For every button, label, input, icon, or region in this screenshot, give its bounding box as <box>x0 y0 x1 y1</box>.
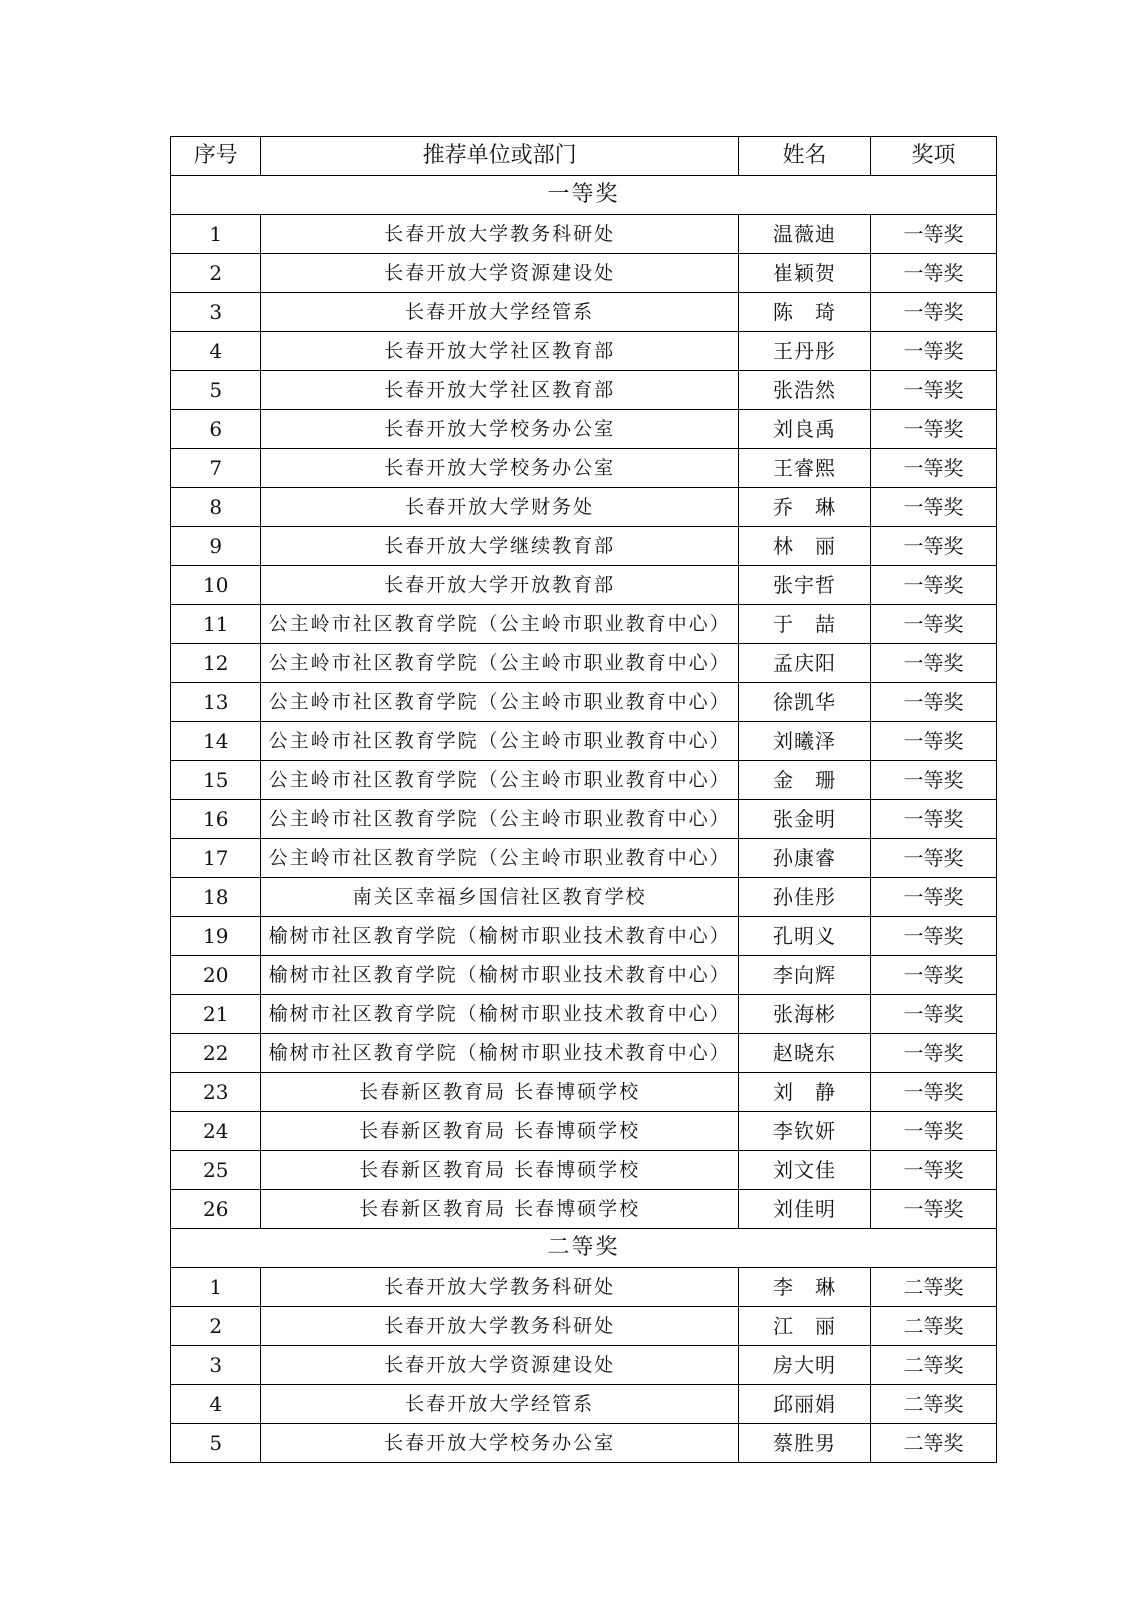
cell-name: 张海彬 <box>738 995 870 1034</box>
cell-no: 1 <box>171 1268 261 1307</box>
cell-award: 一等奖 <box>871 605 997 644</box>
header-name: 姓名 <box>738 137 870 176</box>
table-row <box>171 527 997 566</box>
cell-award: 一等奖 <box>871 1112 997 1151</box>
cell-unit: 长春开放大学教务科研处 <box>261 1307 739 1346</box>
cell-name: 李向辉 <box>738 956 870 995</box>
cell-name: 刘文佳 <box>738 1151 870 1190</box>
header-no: 序号 <box>171 137 261 176</box>
cell-unit: 公主岭市社区教育学院（公主岭市职业教育中心） <box>261 605 739 644</box>
cell-award: 一等奖 <box>871 683 997 722</box>
table-row <box>171 722 997 761</box>
cell-unit: 长春开放大学教务科研处 <box>261 1268 739 1307</box>
table-row <box>171 605 997 644</box>
header-award: 奖项 <box>871 137 997 176</box>
cell-award: 一等奖 <box>871 800 997 839</box>
cell-unit: 公主岭市社区教育学院（公主岭市职业教育中心） <box>261 644 739 683</box>
cell-unit: 榆树市社区教育学院（榆树市职业技术教育中心） <box>261 917 739 956</box>
cell-name: 金 珊 <box>738 761 870 800</box>
table-row <box>171 1424 997 1463</box>
cell-no: 13 <box>171 683 261 722</box>
cell-unit: 公主岭市社区教育学院（公主岭市职业教育中心） <box>261 800 739 839</box>
cell-no: 20 <box>171 956 261 995</box>
cell-name: 邱丽娟 <box>738 1385 870 1424</box>
cell-unit: 长春开放大学社区教育部 <box>261 371 739 410</box>
cell-no: 15 <box>171 761 261 800</box>
cell-name: 温薇迪 <box>738 215 870 254</box>
cell-name: 孙康睿 <box>738 839 870 878</box>
cell-no: 7 <box>171 449 261 488</box>
cell-unit: 长春开放大学财务处 <box>261 488 739 527</box>
table-row <box>171 839 997 878</box>
cell-no: 18 <box>171 878 261 917</box>
cell-award: 一等奖 <box>871 566 997 605</box>
cell-name: 房大明 <box>738 1346 870 1385</box>
cell-no: 4 <box>171 332 261 371</box>
cell-no: 11 <box>171 605 261 644</box>
section-row <box>171 176 997 215</box>
cell-no: 4 <box>171 1385 261 1424</box>
cell-award: 一等奖 <box>871 215 997 254</box>
cell-no: 9 <box>171 527 261 566</box>
cell-name: 张金明 <box>738 800 870 839</box>
cell-award: 二等奖 <box>871 1268 997 1307</box>
cell-no: 17 <box>171 839 261 878</box>
cell-award: 一等奖 <box>871 644 997 683</box>
cell-name: 孔明义 <box>738 917 870 956</box>
cell-no: 16 <box>171 800 261 839</box>
cell-name: 张宇哲 <box>738 566 870 605</box>
cell-award: 一等奖 <box>871 488 997 527</box>
cell-name: 蔡胜男 <box>738 1424 870 1463</box>
cell-award: 二等奖 <box>871 1385 997 1424</box>
cell-no: 1 <box>171 215 261 254</box>
cell-award: 一等奖 <box>871 254 997 293</box>
cell-unit: 长春新区教育局 长春博硕学校 <box>261 1073 739 1112</box>
table-row <box>171 293 997 332</box>
table-row <box>171 332 997 371</box>
award-table <box>170 136 997 1463</box>
cell-unit: 长春开放大学继续教育部 <box>261 527 739 566</box>
table-row <box>171 215 997 254</box>
table-row <box>171 1034 997 1073</box>
table-row <box>171 488 997 527</box>
table-row <box>171 995 997 1034</box>
cell-unit: 长春开放大学校务办公室 <box>261 1424 739 1463</box>
table-row <box>171 1385 997 1424</box>
table-row <box>171 254 997 293</box>
cell-award: 一等奖 <box>871 410 997 449</box>
section-title: 二等奖 <box>171 1229 997 1268</box>
cell-no: 2 <box>171 254 261 293</box>
cell-name: 崔颖贺 <box>738 254 870 293</box>
table-row <box>171 878 997 917</box>
header-unit: 推荐单位或部门 <box>261 137 739 176</box>
cell-no: 5 <box>171 371 261 410</box>
table-row <box>171 1151 997 1190</box>
cell-name: 刘 静 <box>738 1073 870 1112</box>
cell-no: 10 <box>171 566 261 605</box>
cell-no: 23 <box>171 1073 261 1112</box>
table-row <box>171 1307 997 1346</box>
cell-unit: 长春新区教育局 长春博硕学校 <box>261 1151 739 1190</box>
cell-unit: 长春开放大学开放教育部 <box>261 566 739 605</box>
cell-no: 8 <box>171 488 261 527</box>
table-row <box>171 917 997 956</box>
cell-award: 一等奖 <box>871 293 997 332</box>
cell-award: 一等奖 <box>871 839 997 878</box>
cell-name: 李钦妍 <box>738 1112 870 1151</box>
table-row <box>171 644 997 683</box>
table-row <box>171 1073 997 1112</box>
table-row <box>171 410 997 449</box>
table-row <box>171 449 997 488</box>
cell-no: 3 <box>171 293 261 332</box>
cell-name: 王丹彤 <box>738 332 870 371</box>
cell-no: 26 <box>171 1190 261 1229</box>
cell-award: 一等奖 <box>871 332 997 371</box>
cell-award: 一等奖 <box>871 1151 997 1190</box>
cell-unit: 长春新区教育局 长春博硕学校 <box>261 1190 739 1229</box>
cell-unit: 公主岭市社区教育学院（公主岭市职业教育中心） <box>261 683 739 722</box>
cell-name: 张浩然 <box>738 371 870 410</box>
table-row <box>171 1346 997 1385</box>
cell-award: 一等奖 <box>871 761 997 800</box>
table-body <box>171 176 997 1463</box>
cell-no: 3 <box>171 1346 261 1385</box>
table-row <box>171 800 997 839</box>
cell-unit: 长春开放大学经管系 <box>261 1385 739 1424</box>
cell-award: 二等奖 <box>871 1346 997 1385</box>
cell-award: 一等奖 <box>871 1190 997 1229</box>
cell-unit: 长春开放大学校务办公室 <box>261 449 739 488</box>
cell-name: 赵晓东 <box>738 1034 870 1073</box>
cell-unit: 公主岭市社区教育学院（公主岭市职业教育中心） <box>261 722 739 761</box>
table-row <box>171 566 997 605</box>
cell-name: 于 喆 <box>738 605 870 644</box>
cell-name: 江 丽 <box>738 1307 870 1346</box>
cell-name: 刘佳明 <box>738 1190 870 1229</box>
cell-name: 刘曦泽 <box>738 722 870 761</box>
table-row <box>171 761 997 800</box>
cell-award: 一等奖 <box>871 956 997 995</box>
cell-unit: 公主岭市社区教育学院（公主岭市职业教育中心） <box>261 761 739 800</box>
cell-award: 一等奖 <box>871 527 997 566</box>
cell-unit: 长春新区教育局 长春博硕学校 <box>261 1112 739 1151</box>
table-row <box>171 956 997 995</box>
cell-unit: 长春开放大学社区教育部 <box>261 332 739 371</box>
cell-no: 2 <box>171 1307 261 1346</box>
cell-no: 22 <box>171 1034 261 1073</box>
cell-name: 林 丽 <box>738 527 870 566</box>
cell-unit: 长春开放大学资源建设处 <box>261 1346 739 1385</box>
cell-unit: 长春开放大学经管系 <box>261 293 739 332</box>
cell-award: 一等奖 <box>871 371 997 410</box>
table-row <box>171 1268 997 1307</box>
cell-award: 二等奖 <box>871 1424 997 1463</box>
cell-no: 25 <box>171 1151 261 1190</box>
table-row <box>171 683 997 722</box>
cell-award: 一等奖 <box>871 449 997 488</box>
cell-unit: 公主岭市社区教育学院（公主岭市职业教育中心） <box>261 839 739 878</box>
table-row <box>171 371 997 410</box>
cell-name: 陈 琦 <box>738 293 870 332</box>
cell-name: 王睿熙 <box>738 449 870 488</box>
cell-unit: 榆树市社区教育学院（榆树市职业技术教育中心） <box>261 995 739 1034</box>
cell-unit: 长春开放大学校务办公室 <box>261 410 739 449</box>
cell-no: 6 <box>171 410 261 449</box>
cell-no: 14 <box>171 722 261 761</box>
cell-award: 一等奖 <box>871 722 997 761</box>
table-row <box>171 1112 997 1151</box>
cell-award: 一等奖 <box>871 995 997 1034</box>
cell-no: 12 <box>171 644 261 683</box>
cell-unit: 南关区幸福乡国信社区教育学校 <box>261 878 739 917</box>
cell-name: 乔 琳 <box>738 488 870 527</box>
cell-no: 5 <box>171 1424 261 1463</box>
cell-name: 孟庆阳 <box>738 644 870 683</box>
cell-award: 一等奖 <box>871 1073 997 1112</box>
cell-name: 孙佳彤 <box>738 878 870 917</box>
cell-unit: 长春开放大学教务科研处 <box>261 215 739 254</box>
cell-award: 一等奖 <box>871 1034 997 1073</box>
cell-unit: 榆树市社区教育学院（榆树市职业技术教育中心） <box>261 1034 739 1073</box>
table-row <box>171 1190 997 1229</box>
section-row <box>171 1229 997 1268</box>
cell-unit: 长春开放大学资源建设处 <box>261 254 739 293</box>
cell-name: 徐凯华 <box>738 683 870 722</box>
header-row <box>171 137 997 176</box>
cell-name: 李 琳 <box>738 1268 870 1307</box>
cell-no: 24 <box>171 1112 261 1151</box>
cell-award: 一等奖 <box>871 917 997 956</box>
cell-name: 刘良禹 <box>738 410 870 449</box>
section-title: 一等奖 <box>171 176 997 215</box>
cell-award: 一等奖 <box>871 878 997 917</box>
cell-unit: 榆树市社区教育学院（榆树市职业技术教育中心） <box>261 956 739 995</box>
cell-award: 二等奖 <box>871 1307 997 1346</box>
cell-no: 19 <box>171 917 261 956</box>
cell-no: 21 <box>171 995 261 1034</box>
